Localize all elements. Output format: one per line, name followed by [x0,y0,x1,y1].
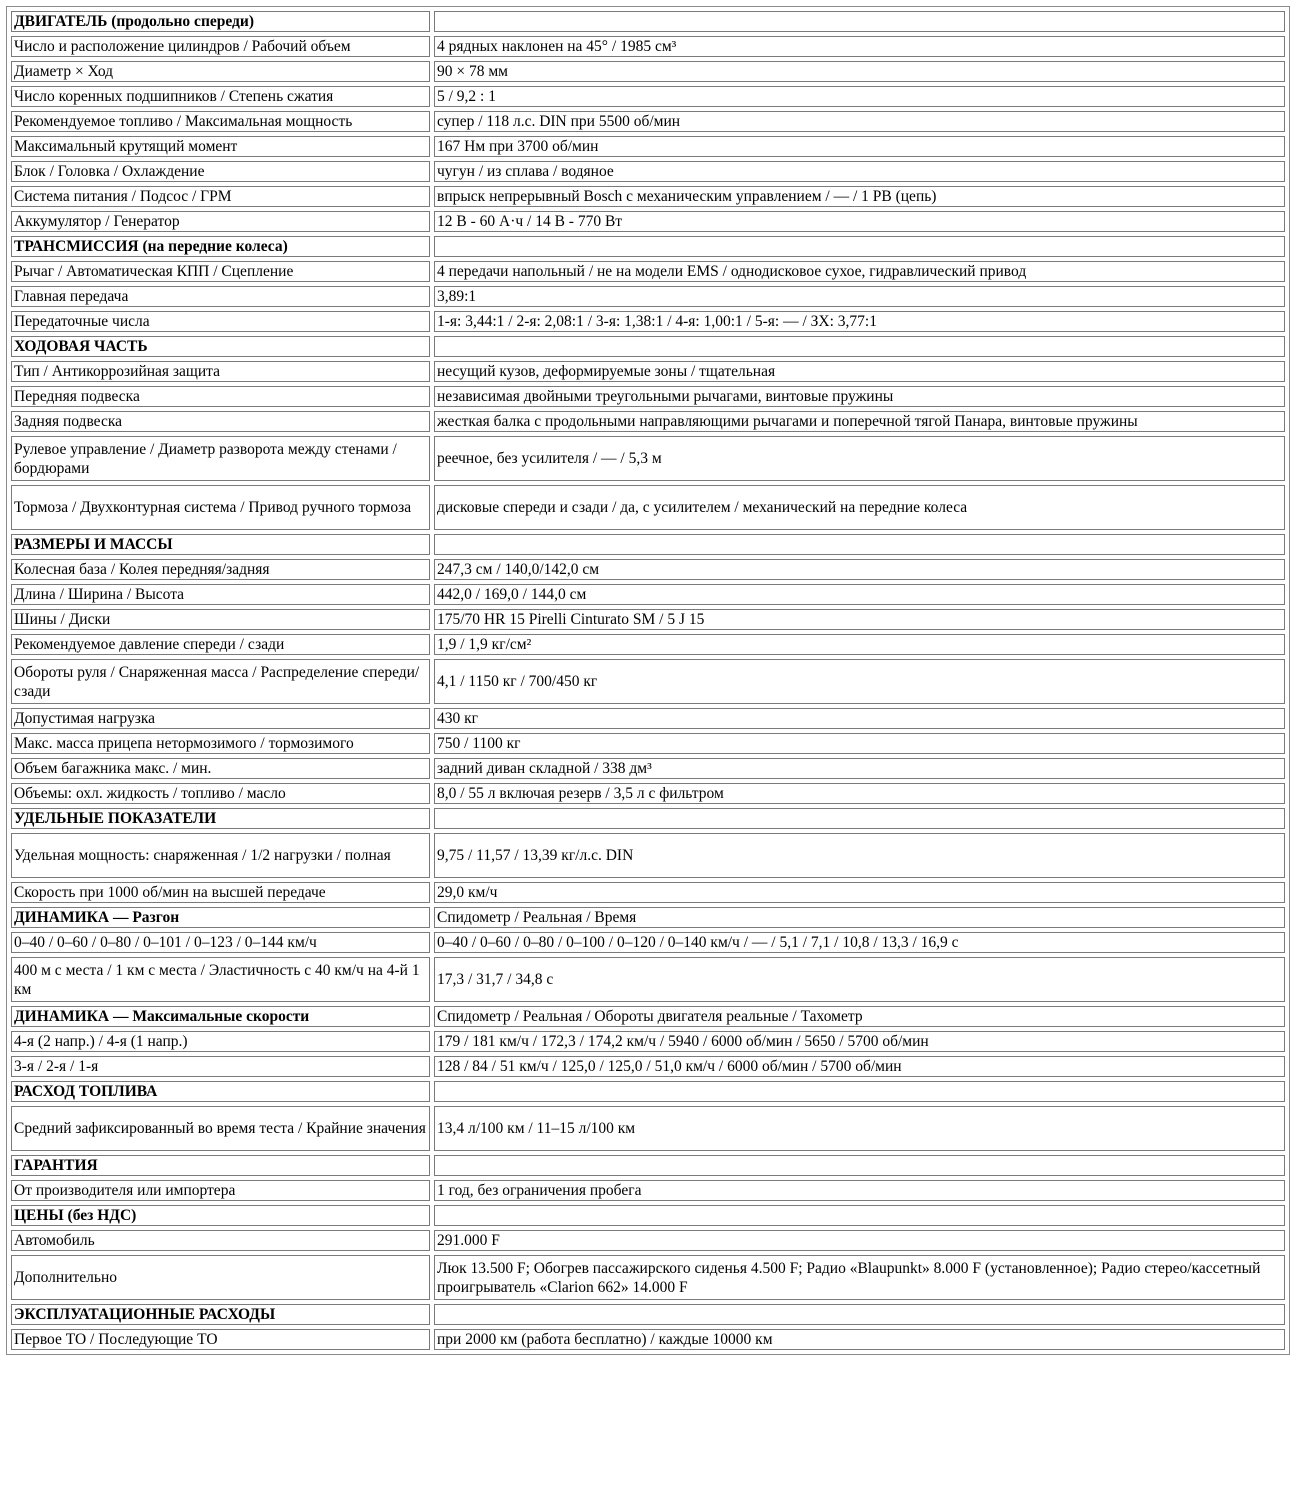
spec-row [11,261,1285,282]
spec-label: Рекомендуемое давление спереди / сзади [11,634,430,655]
section-header-row [11,236,1285,257]
spec-value: 8,0 / 55 л включая резерв / 3,5 л с фильтром [434,783,1285,804]
spec-value: впрыск непрерывный Bosch с механическим управлением / — / 1 РВ (цепь) [434,186,1285,207]
spec-row [11,783,1285,804]
spec-value: 12 В - 60 А·ч / 14 В - 770 Вт [434,211,1285,232]
section-title: ЭКСПЛУАТАЦИОННЫЕ РАСХОДЫ [11,1304,430,1325]
spec-value: 4 рядных наклонен на 45° / 1985 см³ [434,36,1285,57]
spec-label: 3-я / 2-я / 1-я [11,1056,430,1077]
spec-row [11,1329,1285,1350]
section-subtitle [434,1155,1285,1176]
section-subtitle [434,1304,1285,1325]
spec-value: 13,4 л/100 км / 11–15 л/100 км [434,1106,1285,1151]
spec-label: Максимальный крутящий момент [11,136,430,157]
section-header-row [11,336,1285,357]
spec-value: 4,1 / 1150 кг / 700/450 кг [434,659,1285,704]
spec-row [11,634,1285,655]
spec-label: Тип / Антикоррозийная защита [11,361,430,382]
spec-row [11,708,1285,729]
spec-value: 0–40 / 0–60 / 0–80 / 0–100 / 0–120 / 0–140 км/ч / — / 5,1 / 7,1 / 10,8 / 13,3 / 16,9 с [434,932,1285,953]
spec-row [11,36,1285,57]
section-subtitle [434,1205,1285,1226]
spec-value: 1,9 / 1,9 кг/см² [434,634,1285,655]
spec-label: Передняя подвеска [11,386,430,407]
spec-label: Объемы: охл. жидкость / топливо / масло [11,783,430,804]
spec-table-body [11,11,1285,1350]
section-subtitle [434,336,1285,357]
spec-label: Главная передача [11,286,430,307]
section-subtitle [434,236,1285,257]
spec-value: 4 передачи напольный / не на модели EMS / однодисковое сухое, гидравлический привод [434,261,1285,282]
section-subtitle [434,808,1285,829]
spec-row [11,361,1285,382]
spec-label: Дополнительно [11,1255,430,1300]
section-header-row [11,907,1285,928]
section-header-row [11,1205,1285,1226]
spec-table [6,6,1290,1355]
spec-row [11,436,1285,481]
section-title: ДВИГАТЕЛЬ (продольно спереди) [11,11,430,32]
section-header-row [11,534,1285,555]
spec-row [11,609,1285,630]
section-title: ДИНАМИКА — Разгон [11,907,430,928]
spec-value: 247,3 см / 140,0/142,0 см [434,559,1285,580]
spec-row [11,386,1285,407]
section-title: ХОДОВАЯ ЧАСТЬ [11,336,430,357]
section-subtitle: Спидометр / Реальная / Время [434,907,1285,928]
spec-label: Блок / Головка / Охлаждение [11,161,430,182]
spec-label: Объем багажника макс. / мин. [11,758,430,779]
spec-row [11,733,1285,754]
spec-label: Средний зафиксированный во время теста / Крайние значения [11,1106,430,1151]
section-title: ТРАНСМИССИЯ (на передние колеса) [11,236,430,257]
spec-value: 3,89:1 [434,286,1285,307]
spec-value: супер / 118 л.с. DIN при 5500 об/мин [434,111,1285,132]
section-title: РАЗМЕРЫ И МАССЫ [11,534,430,555]
spec-row [11,161,1285,182]
spec-value: 430 кг [434,708,1285,729]
spec-value: дисковые спереди и сзади / да, с усилителем / механический на передние колеса [434,485,1285,530]
spec-row [11,584,1285,605]
spec-label: Удельная мощность: снаряженная / 1/2 нагрузки / полная [11,833,430,878]
spec-row [11,411,1285,432]
spec-row [11,485,1285,530]
spec-label: 4-я (2 напр.) / 4-я (1 напр.) [11,1031,430,1052]
spec-label: 400 м с места / 1 км с места / Эластичность с 40 км/ч на 4-й 1 км [11,957,430,1002]
spec-value: жесткая балка с продольными направляющими рычагами и поперечной тягой Панара, винтовые пружины [434,411,1285,432]
section-title: УДЕЛЬНЫЕ ПОКАЗАТЕЛИ [11,808,430,829]
spec-row [11,1230,1285,1251]
spec-value: 1 год, без ограничения пробега [434,1180,1285,1201]
spec-label: Тормоза / Двухконтурная система / Привод ручного тормоза [11,485,430,530]
section-subtitle [434,1081,1285,1102]
spec-label: Обороты руля / Снаряженная масса / Распределение спереди/сзади [11,659,430,704]
spec-label: Аккумулятор / Генератор [11,211,430,232]
spec-label: Автомобиль [11,1230,430,1251]
spec-value: несущий кузов, деформируемые зоны / тщательная [434,361,1285,382]
spec-row [11,833,1285,878]
spec-row [11,659,1285,704]
spec-label: 0–40 / 0–60 / 0–80 / 0–101 / 0–123 / 0–144 км/ч [11,932,430,953]
spec-label: Число коренных подшипников / Степень сжатия [11,86,430,107]
spec-row [11,957,1285,1002]
spec-row [11,1031,1285,1052]
spec-value: 175/70 HR 15 Pirelli Cinturato SM / 5 J 15 [434,609,1285,630]
spec-label: Первое ТО / Последующие ТО [11,1329,430,1350]
spec-row [11,86,1285,107]
spec-value: 128 / 84 / 51 км/ч / 125,0 / 125,0 / 51,0 км/ч / 6000 об/мин / 5700 об/мин [434,1056,1285,1077]
spec-label: Рулевое управление / Диаметр разворота между стенами / бордюрами [11,436,430,481]
spec-row [11,932,1285,953]
spec-value: независимая двойными треугольными рычагами, винтовые пружины [434,386,1285,407]
spec-label: Шины / Диски [11,609,430,630]
spec-value: 29,0 км/ч [434,882,1285,903]
section-title: ДИНАМИКА — Максимальные скорости [11,1006,430,1027]
spec-row [11,1106,1285,1151]
spec-label: Макс. масса прицепа нетормозимого / тормозимого [11,733,430,754]
spec-value: задний диван складной / 338 дм³ [434,758,1285,779]
spec-row [11,311,1285,332]
spec-value: 167 Нм при 3700 об/мин [434,136,1285,157]
spec-value: 17,3 / 31,7 / 34,8 с [434,957,1285,1002]
section-title: ГАРАНТИЯ [11,1155,430,1176]
section-title: РАСХОД ТОПЛИВА [11,1081,430,1102]
spec-row [11,136,1285,157]
section-header-row [11,1304,1285,1325]
spec-value: Люк 13.500 F; Обогрев пассажирского сиденья 4.500 F; Радио «Blaupunkt» 8.000 F (установленное); Радио стерео/кассетный проигрыватель «Clarion 662» 14.000 F [434,1255,1285,1300]
spec-value: 90 × 78 мм [434,61,1285,82]
spec-value: 9,75 / 11,57 / 13,39 кг/л.с. DIN [434,833,1285,878]
spec-row [11,286,1285,307]
spec-value: при 2000 км (работа бесплатно) / каждые 10000 км [434,1329,1285,1350]
spec-value: 179 / 181 км/ч / 172,3 / 174,2 км/ч / 5940 / 6000 об/мин / 5650 / 5700 об/мин [434,1031,1285,1052]
spec-label: Скорость при 1000 об/мин на высшей передаче [11,882,430,903]
spec-row [11,1180,1285,1201]
spec-row [11,1056,1285,1077]
spec-value: 5 / 9,2 : 1 [434,86,1285,107]
spec-value: 1-я: 3,44:1 / 2-я: 2,08:1 / 3-я: 1,38:1 / 4-я: 1,00:1 / 5-я: — / ЗХ: 3,77:1 [434,311,1285,332]
spec-label: Диаметр × Ход [11,61,430,82]
section-title: ЦЕНЫ (без НДС) [11,1205,430,1226]
spec-value: 291.000 F [434,1230,1285,1251]
spec-row [11,758,1285,779]
section-header-row [11,1081,1285,1102]
spec-label: Колесная база / Колея передняя/задняя [11,559,430,580]
spec-value: чугун / из сплава / водяное [434,161,1285,182]
spec-label: От производителя или импортера [11,1180,430,1201]
spec-label: Допустимая нагрузка [11,708,430,729]
spec-row [11,882,1285,903]
section-header-row [11,808,1285,829]
spec-label: Рычаг / Автоматическая КПП / Сцепление [11,261,430,282]
section-subtitle: Спидометр / Реальная / Обороты двигателя реальные / Тахометр [434,1006,1285,1027]
spec-value: реечное, без усилителя / — / 5,3 м [434,436,1285,481]
spec-value: 750 / 1100 кг [434,733,1285,754]
section-subtitle [434,534,1285,555]
spec-row [11,61,1285,82]
spec-label: Задняя подвеска [11,411,430,432]
section-header-row [11,11,1285,32]
spec-label: Рекомендуемое топливо / Максимальная мощность [11,111,430,132]
spec-row [11,186,1285,207]
section-header-row [11,1006,1285,1027]
spec-value: 442,0 / 169,0 / 144,0 см [434,584,1285,605]
section-subtitle [434,11,1285,32]
spec-label: Система питания / Подсос / ГРМ [11,186,430,207]
spec-label: Длина / Ширина / Высота [11,584,430,605]
spec-row [11,1255,1285,1300]
spec-row [11,559,1285,580]
spec-label: Передаточные числа [11,311,430,332]
spec-row [11,211,1285,232]
section-header-row [11,1155,1285,1176]
spec-label: Число и расположение цилиндров / Рабочий объем [11,36,430,57]
spec-row [11,111,1285,132]
